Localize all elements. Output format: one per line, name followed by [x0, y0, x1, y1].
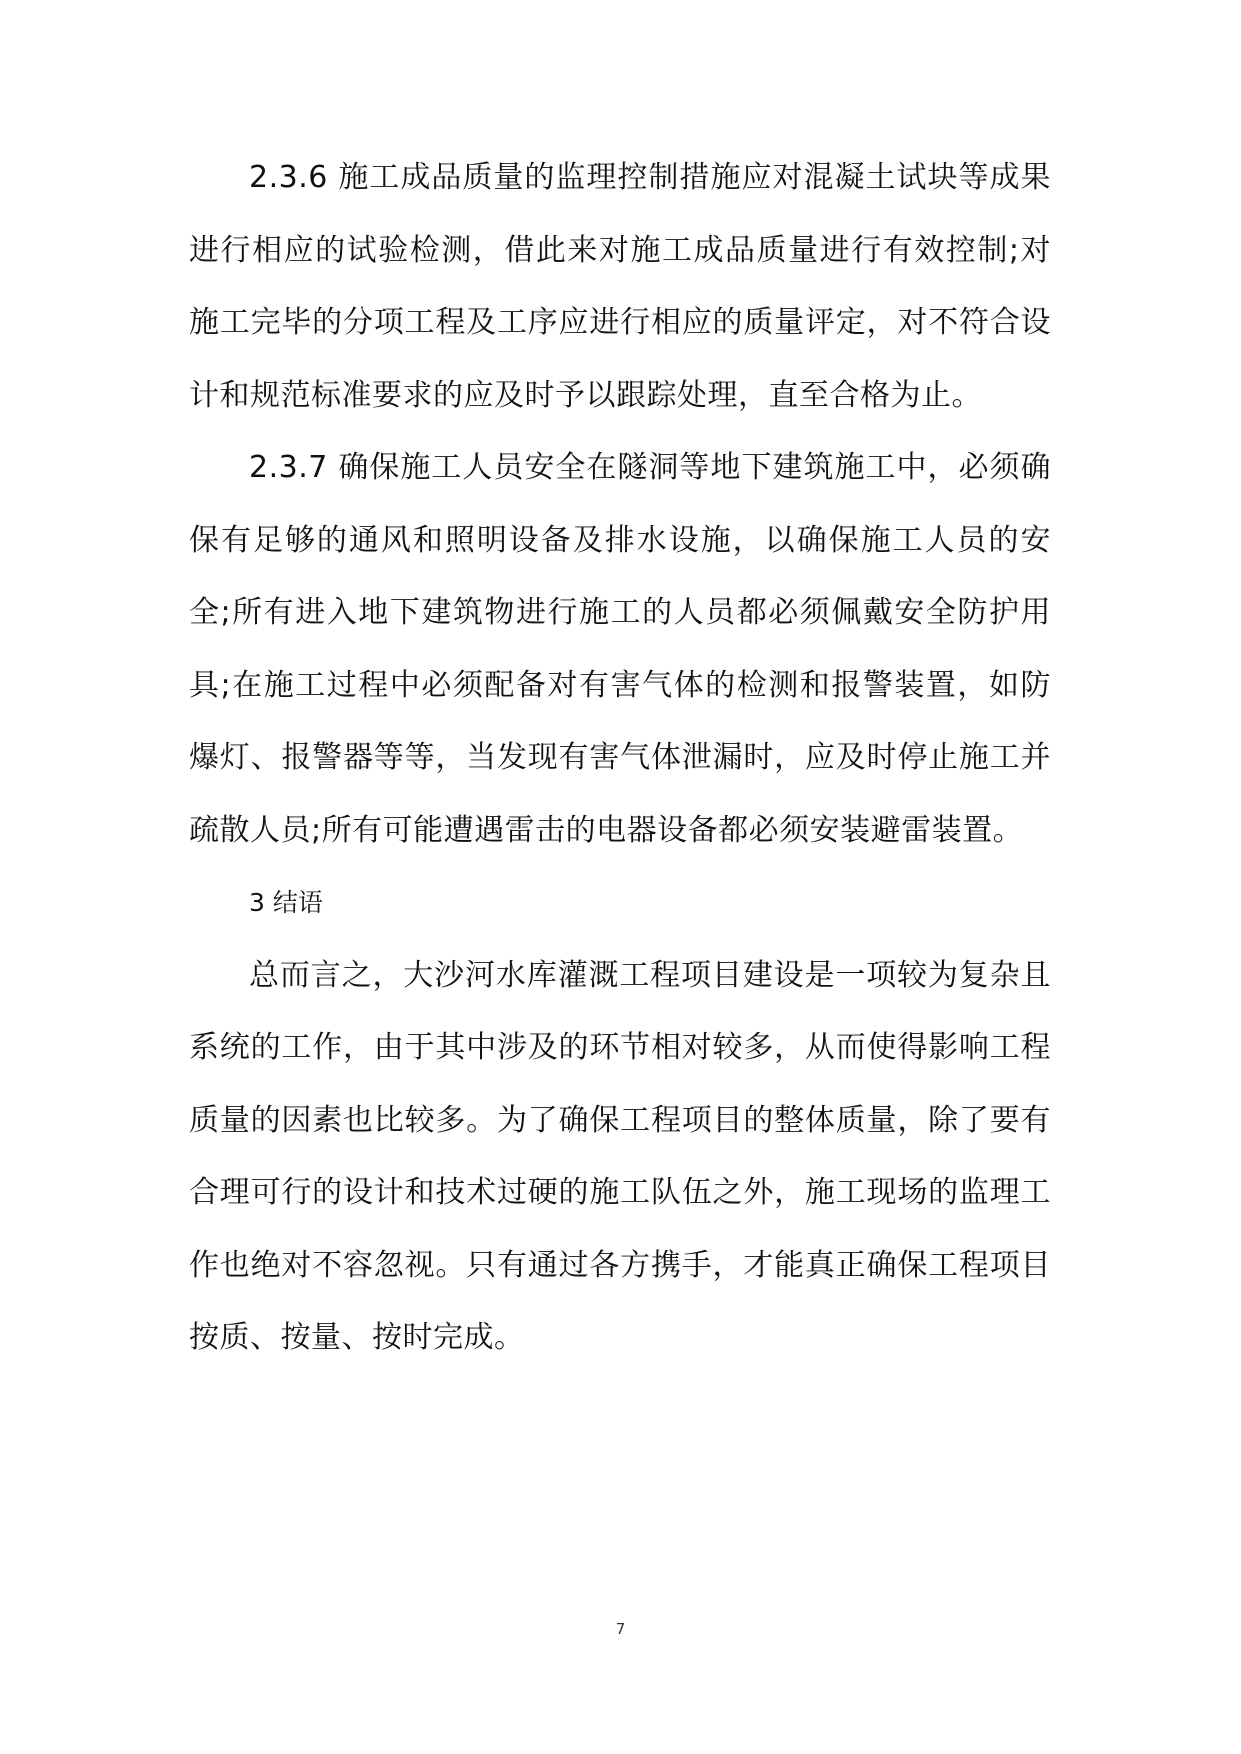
paragraph-conclusion: 总而言之，大沙河水库灌溉工程项目建设是一项较为复杂且系统的工作，由于其中涉及的环节相对较多，从而使得影响工程质量的因素也比较多。为了确保工程项目的整体质量，除了要有合理可行的设计和技术过硬的施工队伍之外，施工现场的监理工作也绝对不容忽视。只有通过各方携手，才能真正确保工程项目按质、按量、按时完成。	[189, 957, 1051, 1355]
paragraph-2-3-6: 2.3.6 施工成品质量的监理控制措施应对混凝土试块等成果进行相应的试验检测，借此来对施工成品质量进行有效控制;对施工完毕的分项工程及工序应进行相应的质量评定，对不符合设计和规范标准要求的应及时予以跟踪处理，直至合格为止。	[189, 160, 1051, 413]
document-body	[189, 142, 1051, 1375]
page-number: 7	[615, 1620, 626, 1638]
section-heading-conclusion: 3 结语	[249, 888, 323, 917]
paragraph-2-3-7: 2.3.7 确保施工人员安全在隧洞等地下建筑施工中，必须确保有足够的通风和照明设备及排水设施，以确保施工人员的安全;所有进入地下建筑物进行施工的人员都必须佩戴安全防护用具;在施工过程中必须配备对有害气体的检测和报警装置，如防爆灯、报警器等等，当发现有害气体泄漏时，应及时停止施工并疏散人员;所有可能遭遇雷击的电器设备都必须安装避雷装置。	[189, 450, 1051, 848]
